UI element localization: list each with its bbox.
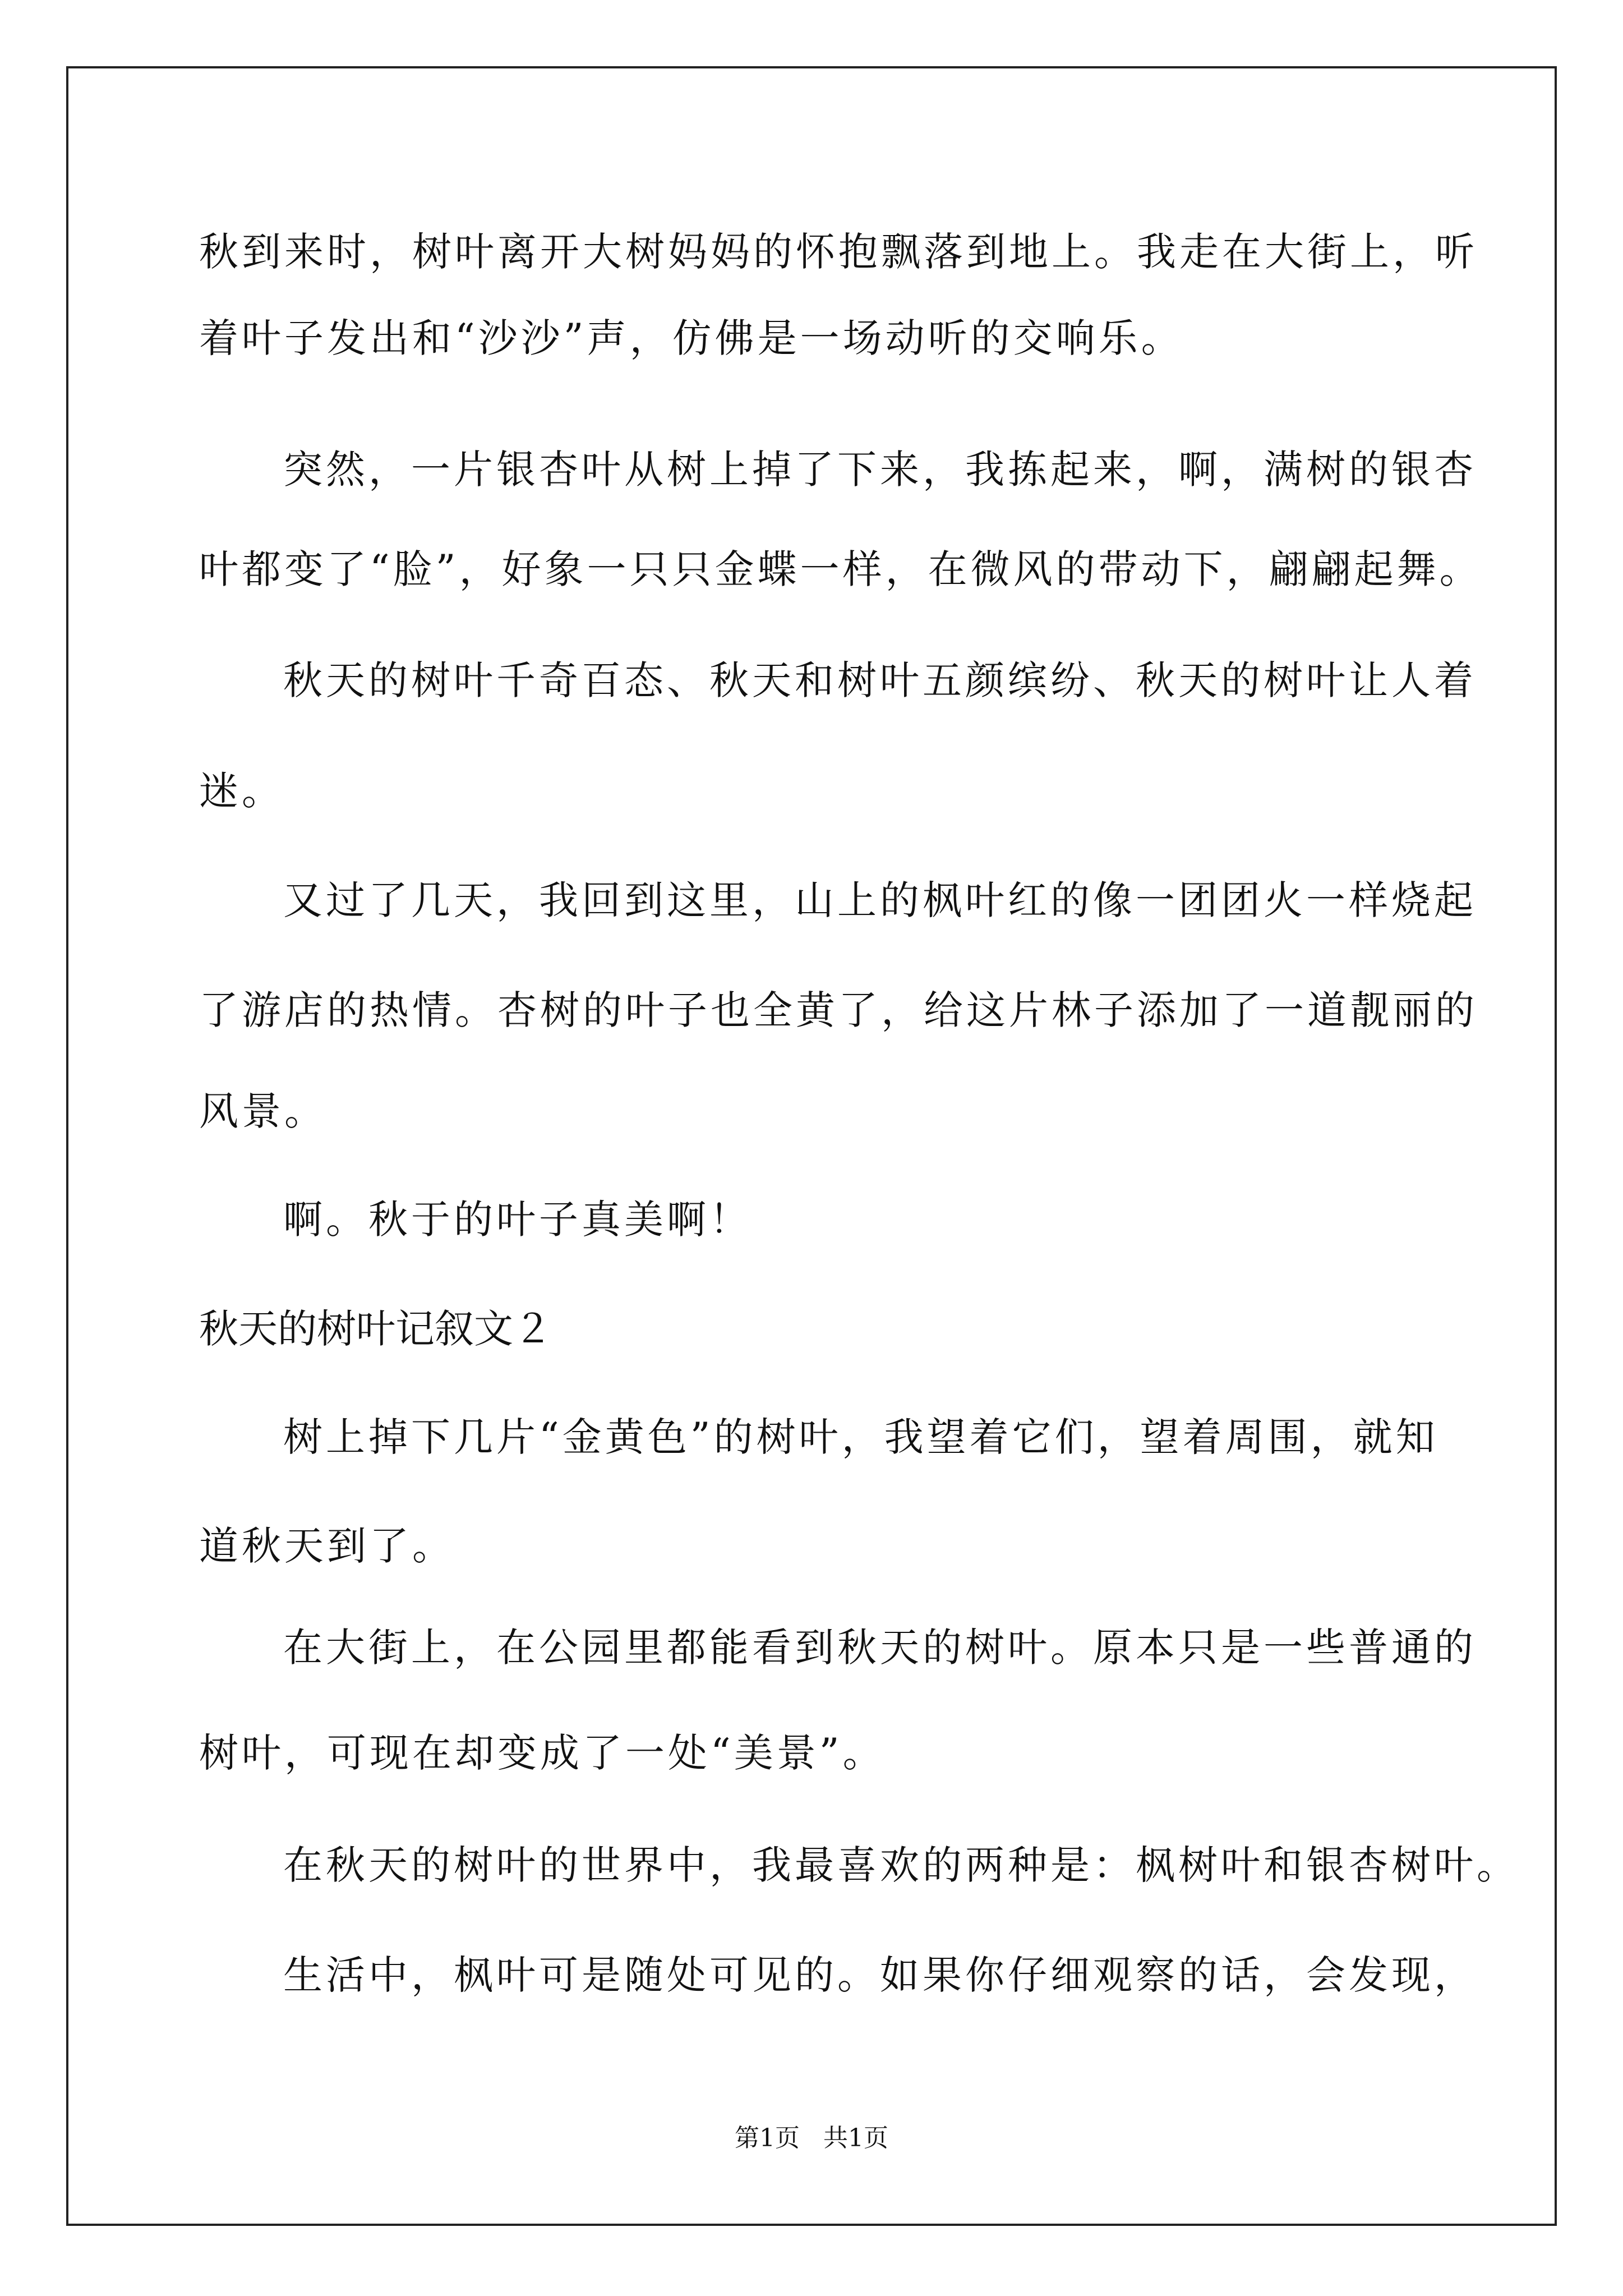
paragraph-line: 生活中，枫叶可是随处可见的。如果你仔细观察的话，会发现， (283, 1952, 1477, 1998)
paragraph-line: 在大街上，在公园里都能看到秋天的树叶。原本只是一些普通的 (283, 1625, 1477, 1671)
paragraph-line: 迷。 (199, 768, 284, 814)
paragraph-line: 树叶，可现在却变成了一处“美景”。 (199, 1730, 886, 1776)
paragraph-line: 啊。秋于的叶子真美啊！ (283, 1197, 752, 1243)
page-border (66, 66, 1557, 2226)
paragraph-line: 道秋天到了。 (199, 1523, 455, 1569)
paragraph-line: 风景。 (199, 1088, 327, 1134)
paragraph-line: 着叶子发出和“沙沙”声，仿佛是一场动听的交响乐。 (199, 315, 1184, 361)
paragraph-line: 树上掉下几片“金黄色”的树叶，我望着它们，望着周围，就知 (283, 1414, 1438, 1460)
section-heading: 秋天的树叶记叙文２ (199, 1306, 552, 1352)
paragraph-line: 秋天的树叶千奇百态、秋天和树叶五颜缤纷、秋天的树叶让人着 (283, 657, 1477, 703)
paragraph-line: 在秋天的树叶的世界中，我最喜欢的两种是：枫树叶和银杏树叶。 (283, 1842, 1519, 1888)
paragraph-line: 叶都变了“脸”，好象一只只金蝶一样，在微风的带动下，翩翩起舞。 (199, 546, 1482, 592)
page-footer: 第1页 共1页 (735, 2124, 888, 2152)
paragraph-line: 又过了几天，我回到这里，山上的枫叶红的像一团团火一样烧起 (283, 877, 1477, 923)
paragraph-line: 秋到来时，树叶离开大树妈妈的怀抱飘落到地上。我走在大街上，听 (199, 229, 1478, 275)
paragraph-line: 了游店的热情。杏树的叶子也全黄了，给这片林子添加了一道靓丽的 (199, 987, 1478, 1033)
paragraph-line: 突然，一片银杏叶从树上掉了下来，我拣起来，啊，满树的银杏 (283, 447, 1477, 493)
